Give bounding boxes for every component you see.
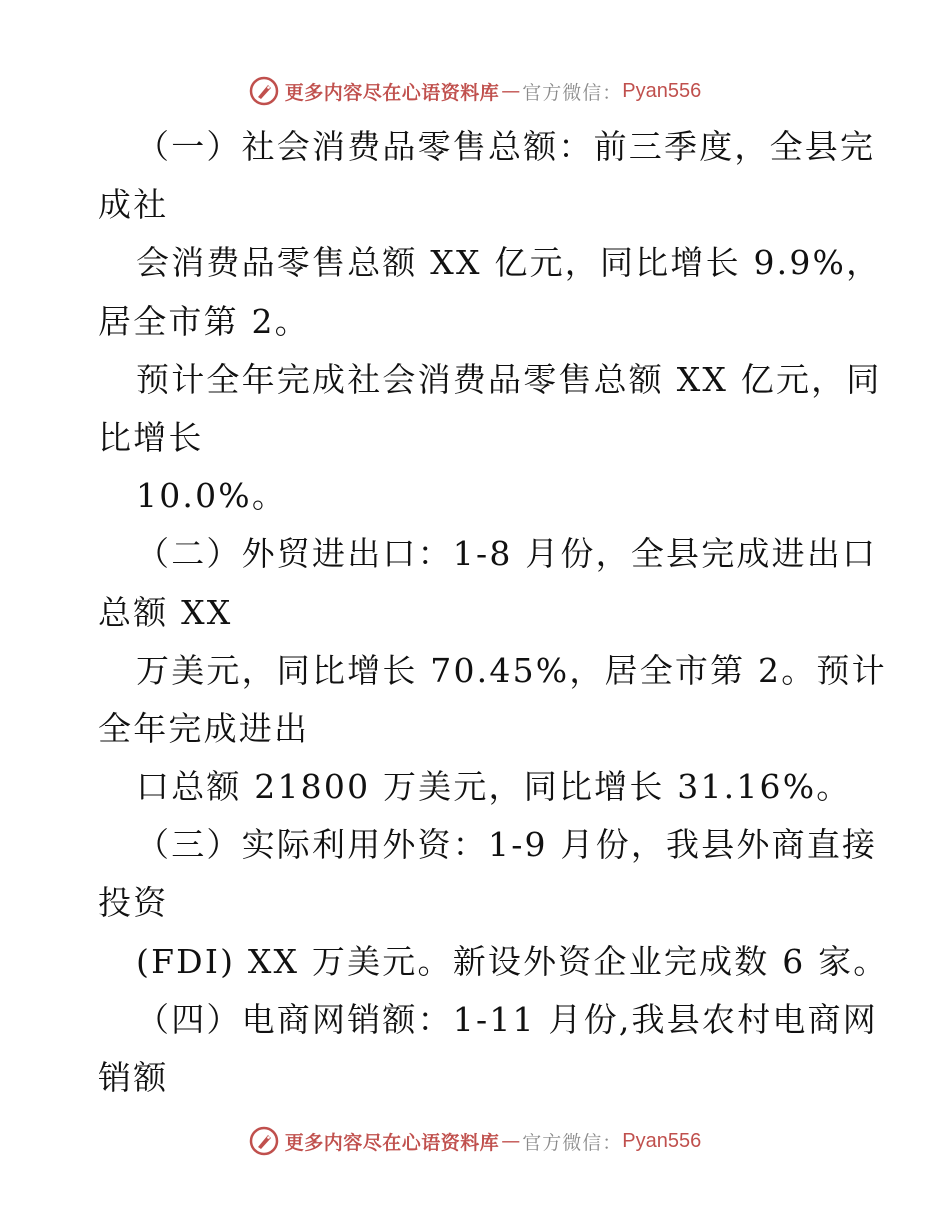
paragraph-line: 总额 XX — [98, 592, 233, 632]
header-watermark — [0, 71, 950, 111]
paragraph-line: 会消费品零售总额 XX 亿元，同比增长 9.9%， — [136, 243, 882, 283]
watermark-dash: — — [501, 1130, 521, 1152]
pen-nib-circle-icon — [249, 1126, 279, 1156]
paragraph-line: 成社 — [98, 185, 169, 225]
paragraph-line: （一）社会消费品零售总额：前三季度，全县完 — [136, 127, 876, 166]
paragraph-line: 万美元，同比增长 70.45%，居全市第 2。预计 — [136, 650, 887, 690]
footer-watermark — [0, 1121, 950, 1161]
paragraph-line: 口总额 21800 万美元，同比增长 31.16%。 — [136, 767, 852, 807]
paragraph-line: 销额 — [98, 1058, 169, 1097]
document-body — [98, 118, 889, 1107]
paragraph-line: （四）电商网销额：1-11 月份,我县农村电商网 — [136, 999, 878, 1039]
paragraph-line: 居全市第 2。 — [98, 301, 310, 341]
pen-nib-circle-icon — [249, 76, 279, 106]
watermark-wechat-label: 官方微信： — [522, 1131, 623, 1154]
paragraph-line: 预计全年完成社会消费品零售总额 XX 亿元，同 — [136, 359, 882, 399]
watermark-wechat-label: 官方微信： — [522, 81, 623, 104]
paragraph-line: （二）外贸进出口：1-8 月份，全县完成进出口 — [136, 534, 878, 574]
watermark-dash: — — [501, 80, 521, 102]
watermark-main-text: 更多内容尽在心语资料库 — [284, 1131, 500, 1154]
paragraph-line: 投资 — [98, 883, 169, 923]
watermark-wechat-id: Pyan556 — [622, 1129, 702, 1152]
paragraph-line: 全年完成进出 — [98, 708, 310, 748]
paragraph-line: （三）实际利用外资：1-9 月份，我县外商直接 — [136, 825, 878, 865]
watermark-wechat-id: Pyan556 — [622, 79, 702, 102]
paragraph-line: 10.0%。 — [136, 476, 288, 516]
paragraph-line: 比增长 — [98, 417, 204, 457]
watermark-main-text: 更多内容尽在心语资料库 — [284, 81, 500, 104]
paragraph-line: (FDI) XX 万美元。新设外资企业完成数 6 家。 — [136, 941, 889, 981]
